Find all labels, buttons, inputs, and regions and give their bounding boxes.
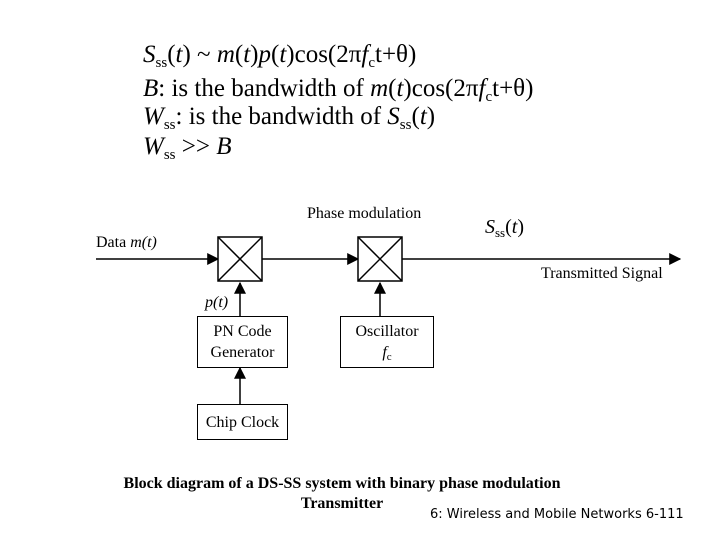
mixer-1-symbol [218,237,262,281]
oscillator-box: Oscillator $f_c$ [340,316,434,368]
slide-footer: 6: Wireless and Mobile Networks 6-111 [430,507,684,522]
sss-output-label: $S_{ss}(t)$ [485,216,525,240]
diagram-caption: Block diagram of a DS-SS system with binary phase modulation [123,475,561,492]
equation-wss-gg-b: $W_{ss} >> B$ [143,133,232,163]
phase-modulation-label: Phase modulation [307,205,422,222]
pt-label: p(t) [205,294,229,311]
data-input-label: Data m(t) [96,234,157,251]
chip-clock-box: Chip Clock [197,404,288,440]
equation-b-bandwidth: B: is the bandwidth of $m(t)\cos(2\pi f_ct+\theta)$ [143,75,534,105]
equation-wss-bandwidth: $W_{ss}$: is the bandwidth of $S_{ss}(t)$ [143,103,436,133]
pn-code-generator-box: PN Code Generator [197,316,288,368]
diagram-caption-transmitter: Transmitter [300,495,384,512]
equation-sss-definition: $S_{ss}(t)$ ~ $m(t)p(t)\cos(2\pi f_ct+\theta)$ [143,41,417,71]
mixer-2-symbol [358,237,402,281]
transmitted-signal-label: Transmitted Signal [541,265,663,282]
